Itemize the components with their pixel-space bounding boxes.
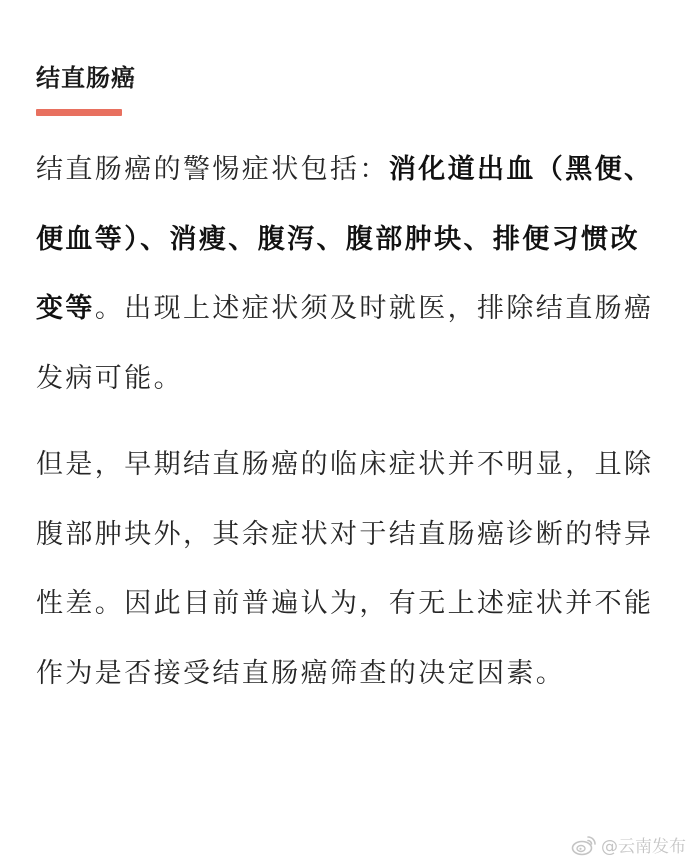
watermark-text: @云南发布 <box>601 837 686 857</box>
weibo-icon <box>571 834 597 856</box>
paragraph-intro: 结直肠癌的警惕症状包括： <box>36 154 389 185</box>
paragraph-screening: 但是，早期结直肠癌的临床症状并不明显，且除腹部肿块外，其余症状对于结直肠癌诊断的特异性差。因此目前普遍认为，有无上述症状并不能作为是否接受结直肠癌筛查的决定因素。 <box>36 449 654 689</box>
symptoms-highlight: 消化道出血（黑便、便血等）、消瘦、腹泻、腹部肿块、排便习惯改变等 <box>36 154 654 324</box>
watermark <box>571 832 686 857</box>
paragraph-symptoms <box>36 135 666 413</box>
paragraph-outro: 。出现上述症状须及时就医，排除结直肠癌发病可能。 <box>36 293 654 394</box>
section-title: 结直肠癌 <box>36 64 136 92</box>
title-underline <box>36 109 122 116</box>
